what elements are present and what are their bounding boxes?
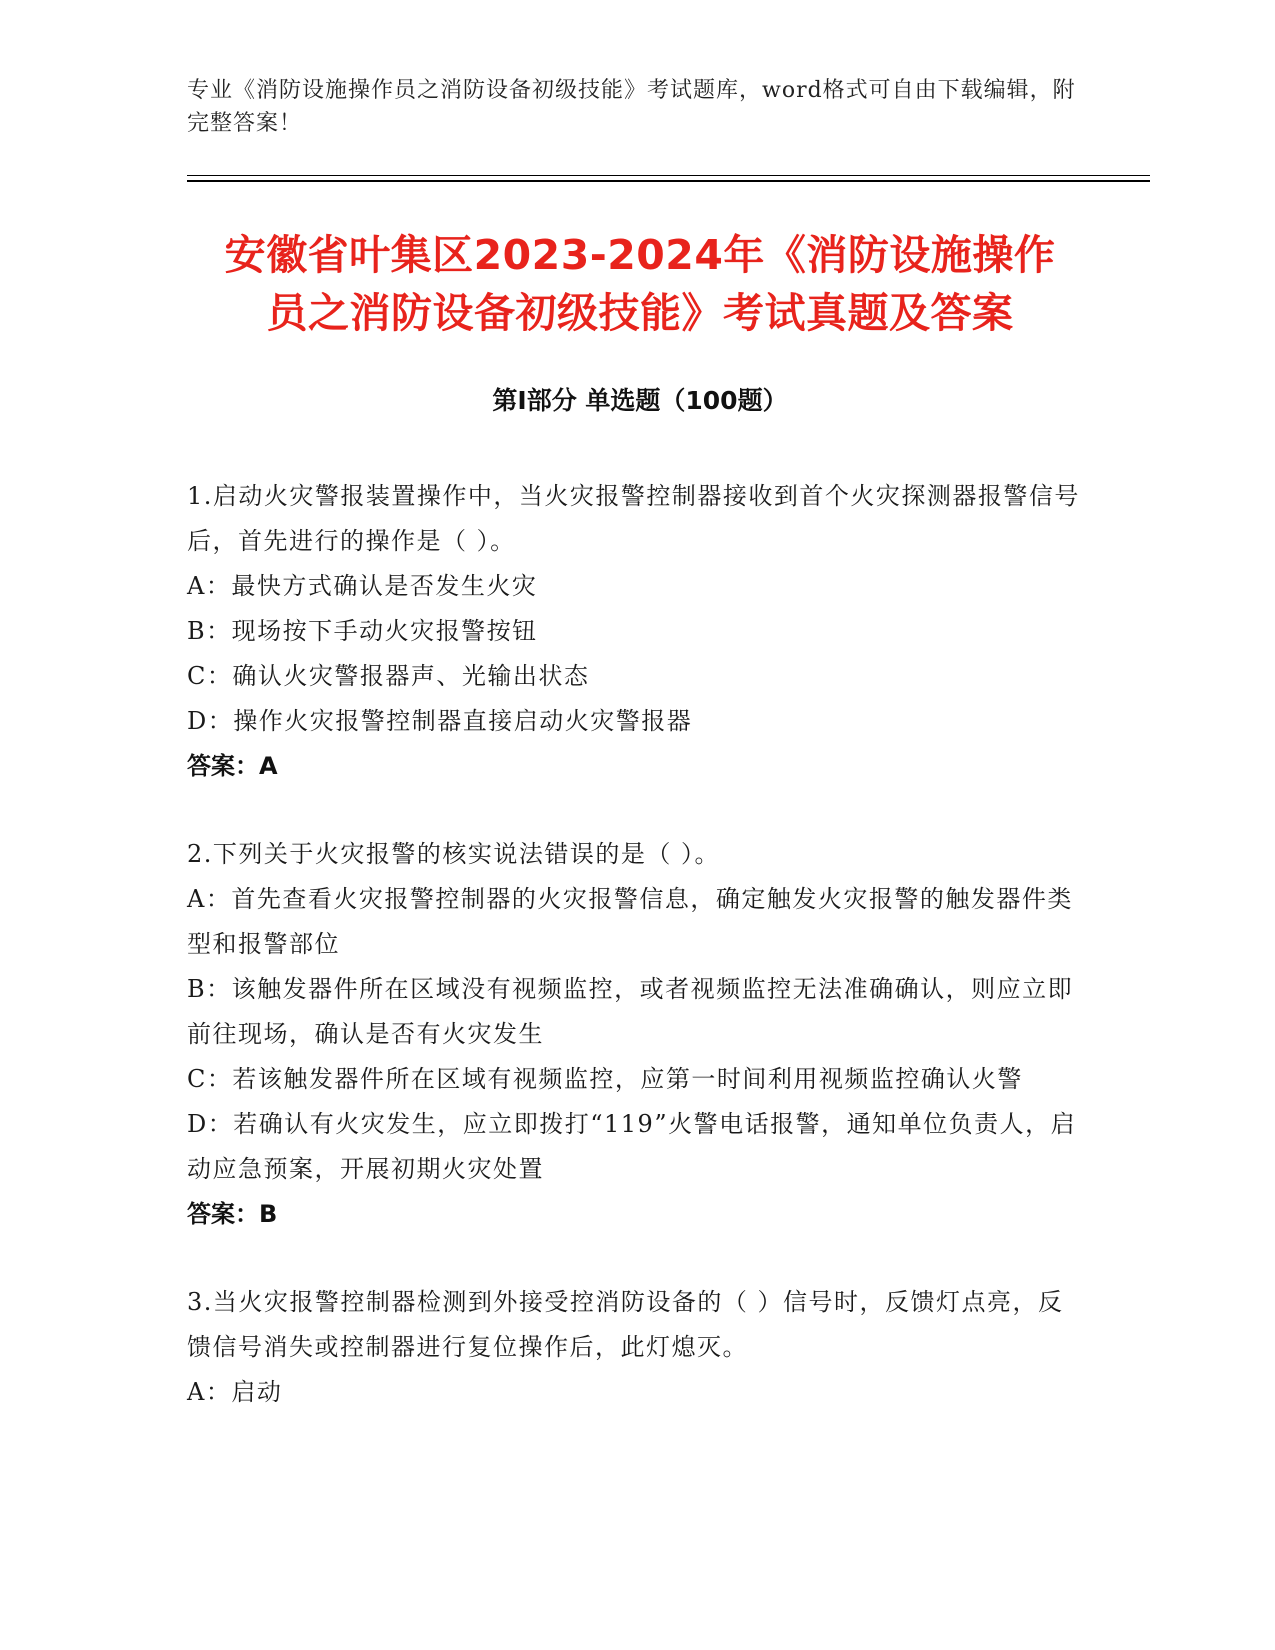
header-divider-thin	[187, 175, 1150, 176]
question-list	[187, 474, 1087, 1458]
header-note: 专业《消防设施操作员之消防设备初级技能》考试题库，word格式可自由下载编辑，附完整答案！	[187, 78, 1076, 136]
question-stem: 2.下列关于火灾报警的核实说法错误的是（ ）。	[187, 840, 721, 868]
document-title-line-1: 安徽省叶集区2023-2024年《消防设施操作	[224, 231, 1056, 279]
header-divider-thick	[187, 180, 1150, 182]
option-a: A：最快方式确认是否发生火灾	[187, 572, 538, 600]
answer: 答案：A	[187, 752, 278, 780]
question-stem: 3.当火灾报警控制器检测到外接受控消防设备的（ ）信号时，反馈灯点亮，反馈信号消失或控制器进行复位操作后，此灯熄灭。	[187, 1288, 1064, 1361]
answer: 答案：B	[187, 1200, 278, 1228]
document-title	[160, 226, 1120, 342]
document-title-line-2: 员之消防设备初级技能》考试真题及答案	[266, 289, 1014, 337]
option-a: A：首先查看火灾报警控制器的火灾报警信息，确定触发火灾报警的触发器件类型和报警部位	[187, 885, 1073, 958]
question-2	[187, 832, 1087, 1237]
option-b: B：该触发器件所在区域没有视频监控，或者视频监控无法准确确认，则应立即前往现场，确认是否有火灾发生	[187, 975, 1074, 1048]
option-d: D：若确认有火灾发生，应立即拨打“119”火警电话报警，通知单位负责人，启动应急预案，开展初期火灾处置	[187, 1110, 1077, 1183]
question-stem: 1.启动火灾警报装置操作中，当火灾报警控制器接收到首个火灾探测器报警信号后，首先进行的操作是（ ）。	[187, 482, 1080, 555]
option-b: B：现场按下手动火灾报警按钮	[187, 617, 538, 645]
option-a: A：启动	[187, 1378, 283, 1406]
option-c: C：确认火灾警报器声、光输出状态	[187, 662, 590, 690]
question-1	[187, 474, 1087, 789]
section-title: 第I部分 单选题（100题）	[492, 386, 788, 415]
option-d: D：操作火灾报警控制器直接启动火灾警报器	[187, 707, 693, 735]
question-3	[187, 1280, 1087, 1415]
option-c: C：若该触发器件所在区域有视频监控，应第一时间利用视频监控确认火警	[187, 1065, 1023, 1093]
